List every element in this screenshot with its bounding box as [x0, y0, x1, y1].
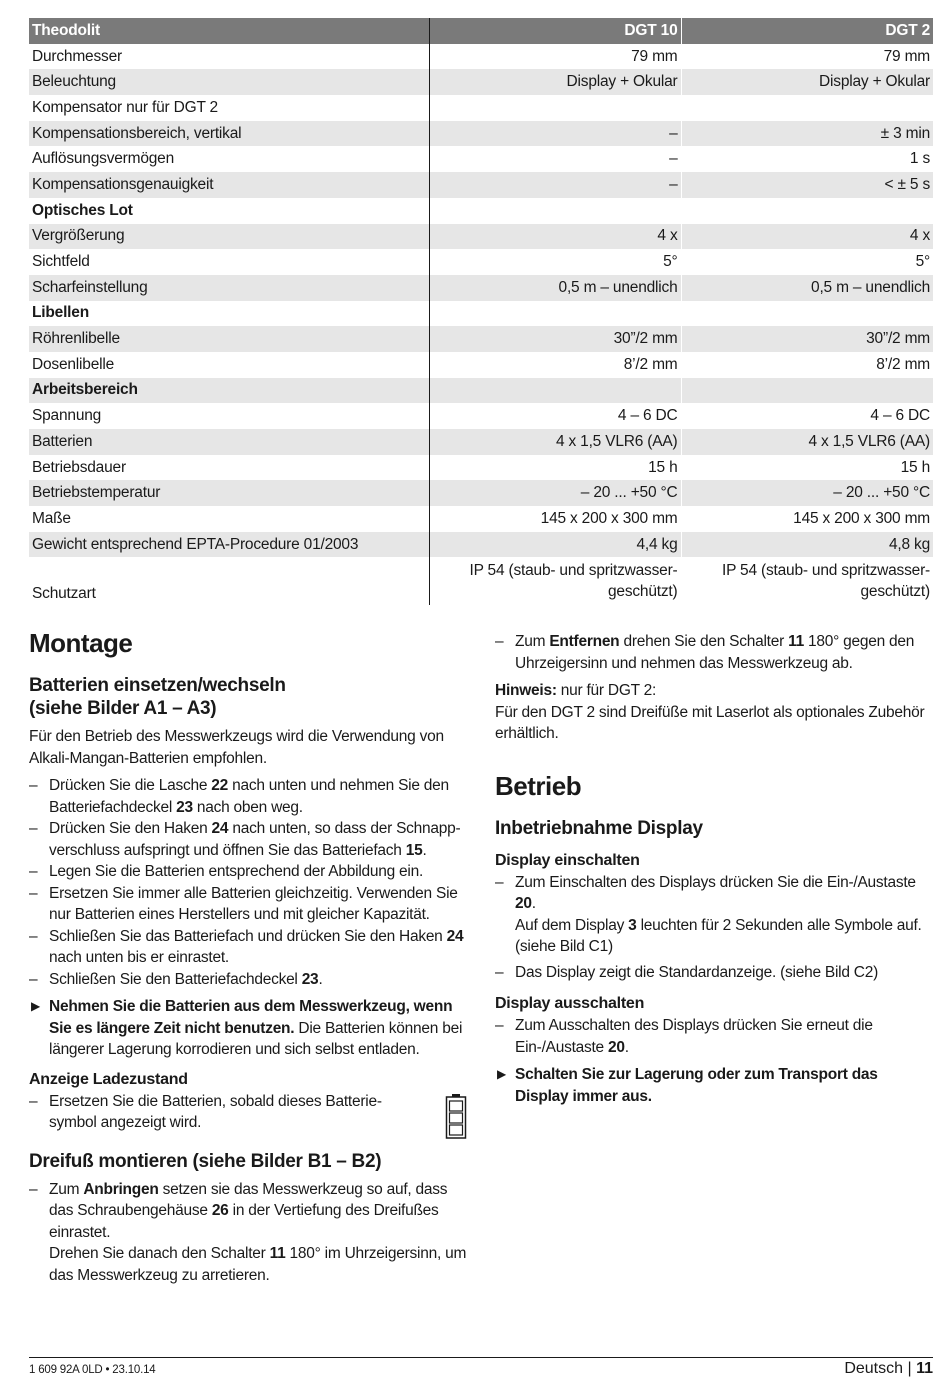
list-item: – Drücken Sie die Lasche 22 nach unten und nehmen Sie den Batteriefachdeckel 23 nach oben weg.	[29, 775, 469, 818]
table-row	[29, 532, 933, 558]
display-warning-text: Schalten Sie zur Lagerung oder zum Transport das Display immer aus.	[515, 1066, 878, 1105]
table-row	[29, 224, 933, 250]
dreifuss-title: Dreifuß montieren (siehe Bilder B1 – B2)	[29, 1150, 382, 1172]
spec-label-cell: Beleuchtung	[29, 69, 429, 95]
spec-dgt10-cell: 4 x	[429, 224, 681, 250]
table-row	[29, 198, 933, 224]
battery-icon	[445, 1093, 467, 1139]
table-row	[29, 44, 933, 70]
dreifuss-steps-cont	[495, 631, 931, 674]
spec-dgt2-cell: 79 mm	[681, 44, 933, 70]
footer-language: Deutsch	[844, 1360, 904, 1377]
spec-label-cell: Auflösungsvermögen	[29, 146, 429, 172]
spec-dgt2-cell	[681, 95, 933, 121]
spec-label-cell: Kompensationsbereich, vertikal	[29, 121, 429, 147]
einschalten-steps	[495, 872, 931, 984]
table-row	[29, 301, 933, 327]
spec-label-cell: Dosenlibelle	[29, 352, 429, 378]
table-row	[29, 121, 933, 147]
spec-dgt2-cell	[681, 301, 933, 327]
table-row	[29, 275, 933, 301]
table-row	[29, 172, 933, 198]
spec-label-cell: Kompensationsgenauigkeit	[29, 172, 429, 198]
table-row	[29, 95, 933, 121]
list-item: – Zum Ausschalten des Displays drücken Sie erneut die Ein-/Austaste 20.	[495, 1015, 931, 1058]
display-warning	[495, 1064, 931, 1107]
spec-dgt10-cell: –	[429, 121, 681, 147]
table-row	[29, 429, 933, 455]
battery-warning-bold: Nehmen Sie die Batterien aus dem Messwerkzeug, wenn Sie es längere Zeit nicht benutzen.	[49, 998, 453, 1037]
spec-dgt10-cell: –	[429, 146, 681, 172]
spec-dgt2-cell	[681, 198, 933, 224]
spec-dgt10-cell	[429, 95, 681, 121]
triangle-bullet-icon: ▶	[497, 1067, 506, 1081]
spec-dgt10-cell: 4,4 kg	[429, 532, 681, 558]
spec-label-cell: Maße	[29, 506, 429, 532]
header-col-dgt10: DGT 10	[429, 18, 681, 44]
list-item: – Das Display zeigt die Standardanzeige. (siehe Bild C2)	[495, 962, 931, 984]
spec-dgt2-cell: 8’/2 mm	[681, 352, 933, 378]
batterien-intro: Für den Betrieb des Messwerkzeugs wird die Verwendung von Alkali-Mangan-Batterien empfohlen.	[29, 728, 444, 767]
spec-label-cell: Betriebsdauer	[29, 455, 429, 481]
spec-label-cell: Vergrößerung	[29, 224, 429, 250]
table-row	[29, 249, 933, 275]
spec-dgt10-cell: 4 – 6 DC	[429, 403, 681, 429]
ausschalten-steps	[495, 1015, 931, 1058]
spec-dgt2-cell: 145 x 200 x 300 mm	[681, 506, 933, 532]
spec-dgt2-cell: 4 x	[681, 224, 933, 250]
header-col-dgt2: DGT 2	[681, 18, 933, 44]
footer-doc-code: 1 609 92A 0LD • 23.10.14	[29, 1364, 156, 1376]
table-row	[29, 506, 933, 532]
spec-table-body	[29, 44, 933, 606]
spec-dgt10-cell: –	[429, 172, 681, 198]
triangle-bullet-icon: ▶	[31, 999, 40, 1013]
spec-dgt2-cell: 1 s	[681, 146, 933, 172]
spec-label-cell: Betriebstemperatur	[29, 480, 429, 506]
ladezustand-block	[29, 1091, 469, 1134]
ladezustand-steps	[29, 1091, 409, 1134]
footer-page-info	[844, 1360, 933, 1378]
list-item: – Schließen Sie den Batteriefachdeckel 23.	[29, 969, 469, 991]
spec-dgt2-cell: IP 54 (staub- und spritzwasser- geschützt)	[681, 557, 933, 605]
right-column	[495, 631, 931, 1115]
spec-dgt2-cell: 0,5 m – unendlich	[681, 275, 933, 301]
spec-dgt10-cell: 8’/2 mm	[429, 352, 681, 378]
spec-dgt10-cell	[429, 198, 681, 224]
spec-label-cell: Scharfeinstellung	[29, 275, 429, 301]
battery-warning-text: Die Batterien können bei längerer Lagerung korrodieren und sich selbst entladen.	[49, 1019, 463, 1058]
spec-dgt10-cell: 0,5 m – unendlich	[429, 275, 681, 301]
footer-separator: |	[907, 1360, 912, 1377]
inbetriebnahme-title: Inbetriebnahme Display	[495, 817, 703, 839]
battery-warning	[29, 996, 469, 1061]
spec-dgt10-cell: 5°	[429, 249, 681, 275]
list-item: – Legen Sie die Batterien entsprechend der Abbildung ein.	[29, 861, 469, 883]
spec-label-cell: Sichtfeld	[29, 249, 429, 275]
spec-dgt10-cell: 30”/2 mm	[429, 326, 681, 352]
table-row	[29, 378, 933, 404]
table-row	[29, 480, 933, 506]
spec-dgt2-cell: Display + Okular	[681, 69, 933, 95]
spec-dgt2-cell: 30”/2 mm	[681, 326, 933, 352]
table-row	[29, 557, 933, 605]
spec-label-cell: Batterien	[29, 429, 429, 455]
spec-dgt10-cell: – 20 ... +50 °C	[429, 480, 681, 506]
batterien-title-line2: (siehe Bilder A1 – A3)	[29, 698, 217, 719]
spec-dgt10-cell: IP 54 (staub- und spritzwasser- geschützt)	[429, 557, 681, 605]
spec-label-cell: Durchmesser	[29, 44, 429, 70]
montage-title: Montage	[29, 628, 133, 658]
hinweis-label: Hinweis: nur für DGT 2:	[495, 682, 657, 699]
spec-dgt2-cell: 4 – 6 DC	[681, 403, 933, 429]
list-item: – Drücken Sie den Haken 24 nach unten, so dass der Schnappverschluss aufspringt und öffnen Sie das Batteriefach 15.	[29, 818, 469, 861]
table-row	[29, 69, 933, 95]
list-item: – Ersetzen Sie die Batterien, sobald dieses Batteriesymbol angezeigt wird.	[29, 1091, 409, 1134]
hinweis-text: Für den DGT 2 sind Dreifüße mit Laserlot als optionales Zubehör erhältlich.	[495, 703, 925, 742]
spec-dgt2-cell: < ± 5 s	[681, 172, 933, 198]
spec-dgt10-cell: 145 x 200 x 300 mm	[429, 506, 681, 532]
spec-dgt10-cell: 15 h	[429, 455, 681, 481]
spec-dgt2-cell: – 20 ... +50 °C	[681, 480, 933, 506]
spec-dgt10-cell	[429, 378, 681, 404]
table-row	[29, 146, 933, 172]
spec-table-header	[29, 18, 933, 44]
einschalten-title: Display einschalten	[495, 851, 640, 869]
ausschalten-title: Display ausschalten	[495, 995, 645, 1012]
spec-label-cell: Arbeitsbereich	[29, 378, 429, 404]
spec-label-cell: Kompensator nur für DGT 2	[29, 95, 429, 121]
dreifuss-steps	[29, 1179, 469, 1287]
list-item: – Zum Einschalten des Displays drücken Sie die Ein-/Austaste 20. Auf dem Display 3 leuchten für 2 Sekunden alle Symbole auf. (siehe Bild C1)	[495, 872, 931, 958]
table-row	[29, 455, 933, 481]
list-item: – Zum Entfernen drehen Sie den Schalter 11 180° gegen den Uhrzeigersinn und nehmen das Messwerkzeug ab.	[495, 631, 931, 674]
spec-dgt10-cell: 79 mm	[429, 44, 681, 70]
list-item: – Schließen Sie das Batteriefach und drücken Sie den Haken 24 nach unten bis er einrastet.	[29, 926, 469, 969]
batterien-steps	[29, 775, 469, 990]
spec-dgt10-cell	[429, 301, 681, 327]
spec-label-cell: Libellen	[29, 301, 429, 327]
spec-label-cell: Röhrenlibelle	[29, 326, 429, 352]
spec-label-cell: Gewicht entsprechend EPTA-Procedure 01/2003	[29, 532, 429, 558]
spec-dgt2-cell: 4,8 kg	[681, 532, 933, 558]
footer-page-number: 11	[916, 1360, 933, 1377]
spec-dgt2-cell: 5°	[681, 249, 933, 275]
ladezustand-title: Anzeige Ladezustand	[29, 1070, 188, 1088]
list-item: – Zum Anbringen setzen sie das Messwerkzeug so auf, dass das Schraubengehäuse 26 in der Vertiefung des Dreifußes einrastet. Drehen Sie danach den Schalter 11 180° im Uhrzeigersinn, um das Messwerkzeug zu arretieren.	[29, 1179, 469, 1287]
spec-label-cell: Schutzart	[29, 557, 429, 605]
spec-dgt10-cell: Display + Okular	[429, 69, 681, 95]
list-item: – Ersetzen Sie immer alle Batterien gleichzeitig. Verwenden Sie nur Batterien eines Herstellers und mit gleicher Kapazität.	[29, 883, 469, 926]
header-label: Theodolit	[29, 18, 429, 44]
spec-dgt2-cell: 15 h	[681, 455, 933, 481]
spec-dgt10-cell: 4 x 1,5 VLR6 (AA)	[429, 429, 681, 455]
spec-label-cell: Spannung	[29, 403, 429, 429]
spec-table	[29, 18, 933, 605]
spec-dgt2-cell: 4 x 1,5 VLR6 (AA)	[681, 429, 933, 455]
spec-dgt2-cell	[681, 378, 933, 404]
table-row	[29, 403, 933, 429]
batterien-title	[29, 674, 469, 720]
batterien-title-line1: Batterien einsetzen/wechseln	[29, 675, 286, 696]
spec-dgt2-cell: ± 3 min	[681, 121, 933, 147]
betrieb-title: Betrieb	[495, 770, 582, 801]
footer-divider	[29, 1357, 933, 1358]
left-column	[29, 626, 469, 1292]
spec-label-cell: Optisches Lot	[29, 198, 429, 224]
table-row	[29, 326, 933, 352]
table-row	[29, 352, 933, 378]
